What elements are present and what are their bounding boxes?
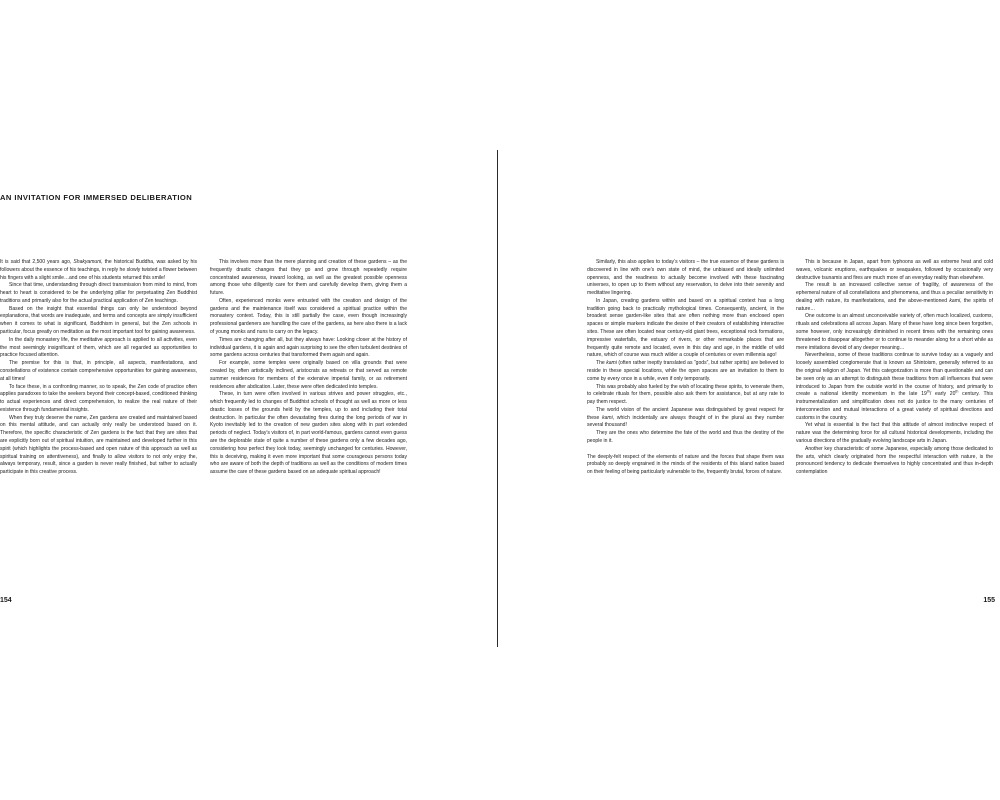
paragraph: Another key characteristic of some Japanese, especially among those dedicated to the arts, which clearly originated from the respectful interaction with nature, is the pronounced tendency to dedicate themselves to highly concentrated and thus in-depth contemplation [796, 445, 993, 476]
paragraph: The premise for this is that, in principle, all aspects, manifestations, and constellations of existence contain comprehensive opportunities for gaining awareness, at all times! [0, 360, 197, 382]
paragraph: This involves more than the mere planning and creation of these gardens – as the frequently drastic changes that they go and grow through repeatedly require concentrated awareness, inward looking, as well as the greatest possible openness among those who diligently care for them and carefully develop them, giving them a future. [210, 259, 407, 297]
paragraph: These, in turn were often involved in various strives and power struggles, etc., which frequently led to changes of Buddhist schools of thought as well as more or less drastic losses of the grounds held by the temples, up to and including their total destruction. In particular the often devastating fires during the long periods of war in Kyoto inevitably led to the creation of new garden sites along with in part extended periods of neglect. Today’s visitors of, in part world-famous, gardens cannot even guess are the deplorable state of quite a number of these gardens only a few decades ago, considering how perfect they look today, seemingly unchanged for centuries. However, this is deceiving, making it even more important that some courageous persons today who are aware of both the depth of traditions as well as the conditions of modern times assume the care of these gardens based on an adequate spiritual approach! [210, 391, 407, 476]
paragraph: Based on the insight that essential things can only be understood beyond explanations, that words are inadequate, and terms and concepts are simply insufficient when it comes to what is significant, Buddhism in general, but the Zen schools in particular, focus greatly on meditation as the most important tool for gaining awareness. [0, 305, 197, 336]
paragraph: This is because in Japan, apart from typhoons as well as extreme heat and cold waves, volcanic eruptions, earthquakes or seaquakes, followed by occasionally very destructive tsunamis and fires are much more of an everyday reality than elsewhere. [796, 259, 993, 281]
paragraph: The kami (often rather ineptly translated as “gods”, but rather spirits) are believed to reside in these special locations, while the open spaces are an invitation to them to come by every once in a while, even if only temporarily. [587, 360, 784, 382]
paragraph: The world vision of the ancient Japanese was distinguished by great respect for these kami, which incidentally are always thought of in the plural as they number several thousand! [587, 406, 784, 429]
paragraph: To face these, in a confronting manner, so to speak, the Zen code of practice often applies paradoxes to take the seekers beyond their concept-based, conditioned thinking to actual experiences and direct comprehension, to realize the real nature of their existence through fundamental insights. [0, 383, 197, 413]
paragraph: The deeply-felt respect of the elements of nature and the forces that shape them was probably so deeply engrained in the minds of the residents of this island nation based on their feeling of being particularly vulnerable to the, frequently brutal, forces of nature. [587, 453, 784, 476]
paragraph: Since that time, understanding through direct transmission from mind to mind, from heart to heart is considered to be the underlying pillar for perpetuating Zen Buddhist traditions and primarily also for the actual practical application of Zen teachings. [0, 282, 197, 304]
paragraph: In the daily monastery life, the meditative approach is applied to all activities, even the most seemingly insignificant of them, which are all regarded as opportunities to practice focused attention. [0, 336, 197, 359]
text-column-2 [210, 259, 407, 477]
chapter-heading: AN INVITATION FOR IMMERSED DELIBERATION [0, 193, 193, 202]
paragraph: One outcome is an almost unconceivable variety of, often much localized, customs, rituals and celebrations all across Japan. Many of these have long since been forgotten, some however, only increasingly diminished in recent times with the remaining ones threatened to disappear altogether or to continue to meander along for a short while as mere imitations devoid of any deeper meaning… [796, 313, 993, 351]
paragraph: This was probably also fueled by the wish of locating these spirits, to venerate them, to celebrate rituals for them, possible also ask them for assistance, but at any rate to pay them respect. [587, 383, 784, 406]
paragraph: For example, some temples were originally based on villa grounds that were created by, often artistically inclined, aristocrats as retreats or that served as remote summer residences for members of the extensive imperial family, or as retirement residences after abdication. Later, these were often dedicated into temples. [210, 360, 407, 390]
text-column-1 [0, 259, 197, 477]
text-column-3 [587, 259, 784, 477]
paragraph: They are the ones who determine the fate of the world and thus the destiny of the people in it. [587, 430, 784, 444]
paragraph: In Japan, creating gardens within and based on a spiritual context has a long tradition going back to practically mythological times. Consequently, ancient, in the broadest sense garden-like sites that are often nothing more than enclosed open spaces or simple markers indicate the desire of their creators of establishing interactive sites. These are often located near century-old giant trees, exceptional rock formations, impressive waterfalls, the estuary of rivers, or other remarkable places that are frequently quite remote and located, even in this day and age, in the middle of wild nature, which of course was much wilder a couple of centuries or even millennia ago! [587, 297, 784, 359]
page-number-left: 154 [0, 597, 12, 604]
paragraph: Similarly, this also applies to today’s visitors – the true essence of these gardens is discovered in line with one’s own state of mind, the unbiased and ideally unlimited openness, and the readiness to actually become involved with these fascinating universes, to open up to them without any reservation, to delve into their serenity and meditative lingering. [587, 259, 784, 297]
paragraph: When they truly deserve the name, Zen gardens are created and maintained based on this mental attitude, and can actually only really be understood based on it. Therefore, the specific characteristic of Zen gardens is the fact that they are sites that are explicitly born out of spiritual intuition, are maintained and developed further in this spirit (which highlights the process-based and open nature of this approach as well as spiritual training on attentiveness), and finally to allow visitors to not only enjoy the, always temporary, result, since a garden is never really finished, but rather to actually participate in this creative process. [0, 414, 197, 476]
page-number-right: 155 [983, 597, 995, 604]
paragraph: Nevertheless, some of these traditions continue to survive today as a vaguely and loosely assembled conglomerate that is known as Shintoism, generally referred to as the original religion of Japan. Yet this categorization is more than questionable and can be seen only as an attempt to distinguish these traditions from all influences that were introduced to Japan from the outside world in the course of history, and primarily to create a national identity momentum in the late 19th/ early 20th century. This instrumentalization and simplification does not do justice to the many centuries of interconnection and mutual interactions of a great variety of spiritual directions and customs in the country. [796, 352, 994, 421]
paragraph: Times are changing after all, but they always have: Looking closer at the history of individual gardens, it is again and again surprising to see the often turbulent destinies of some gardens across centuries that transformed them again and again. [210, 336, 407, 359]
paragraph: The result is an increased collective sense of fragility, of awareness of the ephemeral nature of all constellations and phenomena, and thus a peculiar sensitivity in dealing with nature, its manifestations, and the above-mentioned kami, the spirits of nature… [796, 282, 993, 312]
paragraph: It is said that 2,500 years ago, Shakyamuni, the historical Buddha, was asked by his followers about the essence of his teachings, in reply he slowly twisted a flower between his fingers with a slight smile…and one of his students returned this smile! [0, 259, 197, 281]
paragraph: Often, experienced monks were entrusted with the creation and design of the gardens and the maintenance itself was considered a spiritual practice within the monastery context. Today, this is still partially the case, even though increasingly professional gardeners are handling the care of the gardens, as here also there is a lack of young monks and nuns to carry on the legacy. [210, 297, 407, 336]
paragraph: Yet what is essential is the fact that this attitude of almost instinctive respect of nature was the determining force for all cultural historical developments, including the various directions of the gradually evolving landscape arts in Japan. [796, 422, 993, 444]
text-column-4 [796, 259, 993, 477]
